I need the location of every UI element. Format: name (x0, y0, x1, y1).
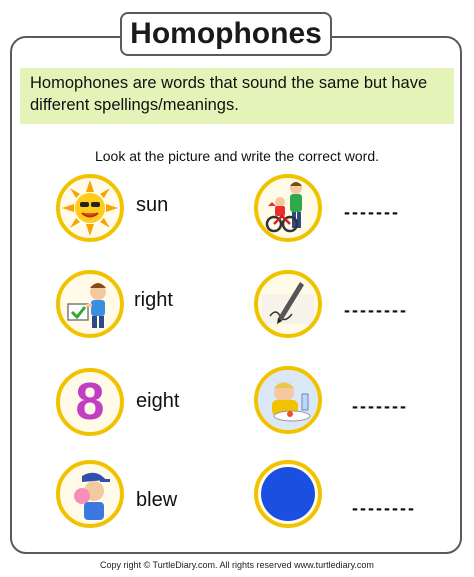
sun-icon (56, 174, 124, 242)
pen-writing-icon (254, 270, 322, 338)
boy-eating-icon (254, 366, 322, 434)
word-eight: eight (136, 390, 180, 412)
word-sun: sun (136, 194, 169, 216)
answer-blank-2: -------- (344, 300, 408, 320)
word-right: right (134, 289, 173, 311)
page-title: Homophones (120, 12, 332, 56)
definition-box: Homophones are words that sound the same but have different spellings/meanings. (20, 68, 454, 124)
answer-blank-4: -------- (352, 498, 416, 518)
answer-blank-1: ------- (344, 202, 400, 222)
blue-disc (261, 467, 315, 521)
blue-circle-icon (254, 460, 322, 528)
answer-blank-3: ------- (352, 396, 408, 416)
number-eight-icon (56, 368, 124, 436)
eight-glyph: 8 (75, 373, 105, 431)
boy-bubblegum-icon (56, 460, 124, 528)
copyright-footer: Copy right © TurtleDiary.com. All rights reserved www.turtlediary.com (100, 560, 374, 570)
boy-checkmark-icon (56, 270, 124, 338)
father-son-bicycle-icon (254, 174, 322, 242)
word-blew: blew (136, 489, 178, 511)
instruction-text: Look at the picture and write the correct word. (94, 148, 380, 164)
